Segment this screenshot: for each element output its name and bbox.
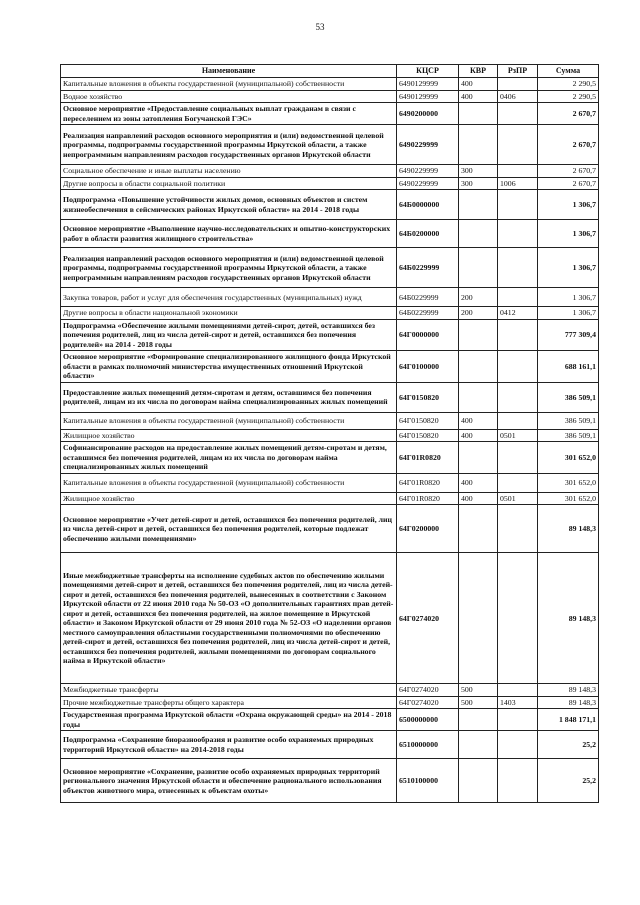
row-name: Иные межбюджетные трансферты на исполнение судебных актов по обеспечению жилыми помещениями детей-сирот и детей, оставшихся без попечения родителей, лиц из числа детей-сирот и детей, оставшихся без попечения родителей, вынесенных в соответствии с Законом Иркутской области от 22 июня 2010 года № 50-ОЗ «О дополнительных гарантиях прав детей-сирот и детей, оставшихся без попечения родителей, на жилое помещение в Иркутской области» и Законом Иркутской области от 29 июня 2010 года № 52-ОЗ «О наделении органов местного самоуправления областными государственными полномочиями по обеспечению детей-сирот и детей, оставшихся без попечения родителей, лиц из числа детей-сирот и детей, оставшихся без попечения родителей, жилыми помещениями по договорам социального найма в Иркутской области» bbox=[61, 553, 397, 684]
row-rzpr bbox=[498, 288, 538, 307]
row-rzpr bbox=[498, 473, 538, 492]
table-row bbox=[61, 553, 599, 684]
row-name: Основное мероприятие «Выполнение научно-исследовательских и опытно-конструкторских работ в области развития жилищного строительства» bbox=[61, 220, 397, 248]
row-rzpr: 0501 bbox=[498, 429, 538, 442]
row-name: Реализация направлений расходов основного мероприятия и (или) ведомственной целевой программы, подпрограммы государственной программы Иркутской области, а также непрограммным направлениям расходов государственных органов Иркутской области bbox=[61, 125, 397, 165]
row-rzpr bbox=[498, 553, 538, 684]
row-rzpr bbox=[498, 165, 538, 178]
row-kcsr: 64Б0000000 bbox=[397, 190, 459, 220]
row-kcsr: 6500000000 bbox=[397, 709, 459, 731]
row-name: Подпрограмма «Повышение устойчивости жилых домов, основных объектов и систем жизнеобеспечения в сейсмических районах Иркутской области» на 2014 - 2018 годы bbox=[61, 190, 397, 220]
row-kcsr: 64Г01R0820 bbox=[397, 492, 459, 505]
row-sum: 1 306,7 bbox=[538, 190, 599, 220]
page-number: 53 bbox=[315, 22, 325, 32]
row-kvr: 400 bbox=[459, 429, 498, 442]
header-kcsr: КЦСР bbox=[397, 65, 459, 78]
row-kcsr: 64Г0000000 bbox=[397, 319, 459, 351]
row-rzpr: 0501 bbox=[498, 492, 538, 505]
row-name: Основное мероприятие «Предоставление социальных выплат гражданам в связи с переселением из зоны затопления Богучанской ГЭС» bbox=[61, 103, 397, 125]
table-row bbox=[61, 492, 599, 505]
row-kcsr: 6490229999 bbox=[397, 125, 459, 165]
row-kvr bbox=[459, 125, 498, 165]
table-row bbox=[61, 684, 599, 697]
table-row bbox=[61, 382, 599, 412]
row-kcsr: 6490229999 bbox=[397, 165, 459, 178]
table-row bbox=[61, 731, 599, 759]
row-rzpr: 1006 bbox=[498, 177, 538, 190]
row-kvr bbox=[459, 709, 498, 731]
row-kcsr: 64Б0229999 bbox=[397, 248, 459, 288]
row-sum: 301 652,0 bbox=[538, 442, 599, 474]
row-name: Основное мероприятие «Учет детей-сирот и детей, оставшихся без попечения родителей, лиц из числа детей-сирот и детей, оставшихся без попечения родителей, которые подлежат обеспечению жилыми помещениями» bbox=[61, 505, 397, 553]
table-row bbox=[61, 77, 599, 90]
row-name: Предоставление жилых помещений детям-сиротам и детям, оставшимся без попечения родителей, лицам из их числа по договорам найма специализированных жилых помещений bbox=[61, 382, 397, 412]
row-name: Государственная программа Иркутской области «Охрана окружающей среды» на 2014 - 2018 годы bbox=[61, 709, 397, 731]
row-sum: 777 309,4 bbox=[538, 319, 599, 351]
table-row bbox=[61, 696, 599, 709]
row-rzpr bbox=[498, 442, 538, 474]
row-kvr: 400 bbox=[459, 492, 498, 505]
table-header-row bbox=[61, 65, 599, 78]
row-kvr bbox=[459, 442, 498, 474]
row-name: Капитальные вложения в объекты государственной (муниципальной) собственности bbox=[61, 473, 397, 492]
row-kcsr: 6490200000 bbox=[397, 103, 459, 125]
row-kcsr: 64Г0274020 bbox=[397, 553, 459, 684]
table-row bbox=[61, 125, 599, 165]
header-name: Наименование bbox=[61, 65, 397, 78]
row-rzpr bbox=[498, 382, 538, 412]
row-name: Капитальные вложения в объекты государственной (муниципальной) собственности bbox=[61, 412, 397, 429]
row-rzpr bbox=[498, 505, 538, 553]
table-row bbox=[61, 177, 599, 190]
row-name: Основное мероприятие «Сохранение, развитие особо охраняемых природных территорий регионального значения Иркутской области и обеспечение рационального использования объектов животного мира, отнесенных к объектам охоты» bbox=[61, 759, 397, 803]
row-kvr: 300 bbox=[459, 177, 498, 190]
table-body bbox=[61, 77, 599, 803]
row-kvr: 500 bbox=[459, 684, 498, 697]
row-rzpr: 0406 bbox=[498, 90, 538, 103]
row-kvr: 300 bbox=[459, 165, 498, 178]
row-sum: 1 848 171,1 bbox=[538, 709, 599, 731]
row-name: Подпрограмма «Обеспечение жилыми помещениями детей-сирот, детей, оставшихся без попечения родителей, лиц из числа детей-сирот и детей, оставшихся без попечения родителей» на 2014 - 2018 годы bbox=[61, 319, 397, 351]
row-kcsr: 64Б0229999 bbox=[397, 307, 459, 320]
table-row bbox=[61, 759, 599, 803]
row-rzpr bbox=[498, 351, 538, 383]
row-name: Жилищное хозяйство bbox=[61, 429, 397, 442]
row-sum: 2 290,5 bbox=[538, 77, 599, 90]
row-kcsr: 6510000000 bbox=[397, 731, 459, 759]
row-kvr: 400 bbox=[459, 77, 498, 90]
row-kvr bbox=[459, 248, 498, 288]
row-kvr bbox=[459, 759, 498, 803]
row-sum: 89 148,3 bbox=[538, 553, 599, 684]
row-kcsr: 64Г0150820 bbox=[397, 382, 459, 412]
row-rzpr bbox=[498, 759, 538, 803]
row-kvr bbox=[459, 220, 498, 248]
row-sum: 1 306,7 bbox=[538, 220, 599, 248]
row-name: Водное хозяйство bbox=[61, 90, 397, 103]
header-rzpr: РзПР bbox=[498, 65, 538, 78]
row-sum: 89 148,3 bbox=[538, 505, 599, 553]
row-kcsr: 64Г0274020 bbox=[397, 684, 459, 697]
row-sum: 25,2 bbox=[538, 759, 599, 803]
row-kcsr: 64Г0150820 bbox=[397, 429, 459, 442]
table-row bbox=[61, 473, 599, 492]
row-kcsr: 64Г01R0820 bbox=[397, 473, 459, 492]
row-rzpr: 0412 bbox=[498, 307, 538, 320]
row-name: Социальное обеспечение и иные выплаты населению bbox=[61, 165, 397, 178]
row-rzpr: 1403 bbox=[498, 696, 538, 709]
row-kvr bbox=[459, 351, 498, 383]
row-sum: 25,2 bbox=[538, 731, 599, 759]
row-rzpr bbox=[498, 731, 538, 759]
row-rzpr bbox=[498, 684, 538, 697]
header-sum: Сумма bbox=[538, 65, 599, 78]
row-kvr bbox=[459, 731, 498, 759]
row-sum: 386 509,1 bbox=[538, 382, 599, 412]
row-sum: 2 670,7 bbox=[538, 165, 599, 178]
table-row bbox=[61, 220, 599, 248]
row-kvr bbox=[459, 553, 498, 684]
table-row bbox=[61, 248, 599, 288]
row-kcsr: 64Г0150820 bbox=[397, 412, 459, 429]
row-sum: 301 652,0 bbox=[538, 492, 599, 505]
row-kvr bbox=[459, 190, 498, 220]
row-kcsr: 64Г01R0820 bbox=[397, 442, 459, 474]
table-row bbox=[61, 351, 599, 383]
row-sum: 2 670,7 bbox=[538, 125, 599, 165]
table-row bbox=[61, 190, 599, 220]
row-name: Жилищное хозяйство bbox=[61, 492, 397, 505]
table-row bbox=[61, 103, 599, 125]
row-kvr: 500 bbox=[459, 696, 498, 709]
row-rzpr bbox=[498, 103, 538, 125]
row-name: Закупка товаров, работ и услуг для обеспечения государственных (муниципальных) нужд bbox=[61, 288, 397, 307]
row-name: Софинансирование расходов на предоставление жилых помещений детям-сиротам и детям, оставшимся без попечения родителей, лицам из их числа по договорам найма специализированных жилых помещений bbox=[61, 442, 397, 474]
table-row bbox=[61, 165, 599, 178]
row-kcsr: 64Б0200000 bbox=[397, 220, 459, 248]
table-row bbox=[61, 429, 599, 442]
row-kcsr: 6490129999 bbox=[397, 90, 459, 103]
row-rzpr bbox=[498, 125, 538, 165]
row-name: Другие вопросы в области социальной политики bbox=[61, 177, 397, 190]
row-rzpr bbox=[498, 319, 538, 351]
row-kcsr: 64Г0200000 bbox=[397, 505, 459, 553]
row-kcsr: 6510100000 bbox=[397, 759, 459, 803]
row-rzpr bbox=[498, 190, 538, 220]
row-sum: 89 148,3 bbox=[538, 696, 599, 709]
row-rzpr bbox=[498, 77, 538, 90]
row-kvr bbox=[459, 319, 498, 351]
row-kcsr: 6490229999 bbox=[397, 177, 459, 190]
row-kvr: 400 bbox=[459, 90, 498, 103]
row-rzpr bbox=[498, 709, 538, 731]
row-kcsr: 64Г0274020 bbox=[397, 696, 459, 709]
header-kvr: КВР bbox=[459, 65, 498, 78]
row-sum: 386 509,1 bbox=[538, 412, 599, 429]
row-sum: 688 161,1 bbox=[538, 351, 599, 383]
row-name: Капитальные вложения в объекты государственной (муниципальной) собственности bbox=[61, 77, 397, 90]
row-kvr bbox=[459, 382, 498, 412]
row-rzpr bbox=[498, 220, 538, 248]
row-name: Прочие межбюджетные трансферты общего характера bbox=[61, 696, 397, 709]
row-sum: 2 290,5 bbox=[538, 90, 599, 103]
row-kvr bbox=[459, 505, 498, 553]
table-row bbox=[61, 307, 599, 320]
table-row bbox=[61, 90, 599, 103]
row-sum: 386 509,1 bbox=[538, 429, 599, 442]
row-kcsr: 6490129999 bbox=[397, 77, 459, 90]
row-sum: 1 306,7 bbox=[538, 248, 599, 288]
row-name: Основное мероприятие «Формирование специализированного жилищного фонда Иркутской области в рамках полномочий министерства имущественных отношений Иркутской области» bbox=[61, 351, 397, 383]
row-sum: 89 148,3 bbox=[538, 684, 599, 697]
row-sum: 2 670,7 bbox=[538, 177, 599, 190]
row-rzpr bbox=[498, 248, 538, 288]
row-kcsr: 64Б0229999 bbox=[397, 288, 459, 307]
row-name: Другие вопросы в области национальной экономики bbox=[61, 307, 397, 320]
row-kvr: 400 bbox=[459, 412, 498, 429]
table-row bbox=[61, 412, 599, 429]
row-kvr: 400 bbox=[459, 473, 498, 492]
row-name: Реализация направлений расходов основного мероприятия и (или) ведомственной целевой программы, подпрограммы государственной программы Иркутской области, а также непрограммным направлениям расходов государственных органов Иркутской области bbox=[61, 248, 397, 288]
table-row bbox=[61, 319, 599, 351]
table-row bbox=[61, 709, 599, 731]
row-name: Подпрограмма «Сохранение биоразнообразия и развитие особо охраняемых природных территорий Иркутской области» на 2014-2018 годы bbox=[61, 731, 397, 759]
row-kvr bbox=[459, 103, 498, 125]
row-kvr: 200 bbox=[459, 307, 498, 320]
row-sum: 301 652,0 bbox=[538, 473, 599, 492]
row-sum: 1 306,7 bbox=[538, 288, 599, 307]
row-kcsr: 64Г0100000 bbox=[397, 351, 459, 383]
table-row bbox=[61, 505, 599, 553]
table-row bbox=[61, 442, 599, 474]
row-sum: 2 670,7 bbox=[538, 103, 599, 125]
row-rzpr bbox=[498, 412, 538, 429]
row-sum: 1 306,7 bbox=[538, 307, 599, 320]
table-row bbox=[61, 288, 599, 307]
row-name: Межбюджетные трансферты bbox=[61, 684, 397, 697]
row-kvr: 200 bbox=[459, 288, 498, 307]
budget-table bbox=[60, 64, 599, 803]
